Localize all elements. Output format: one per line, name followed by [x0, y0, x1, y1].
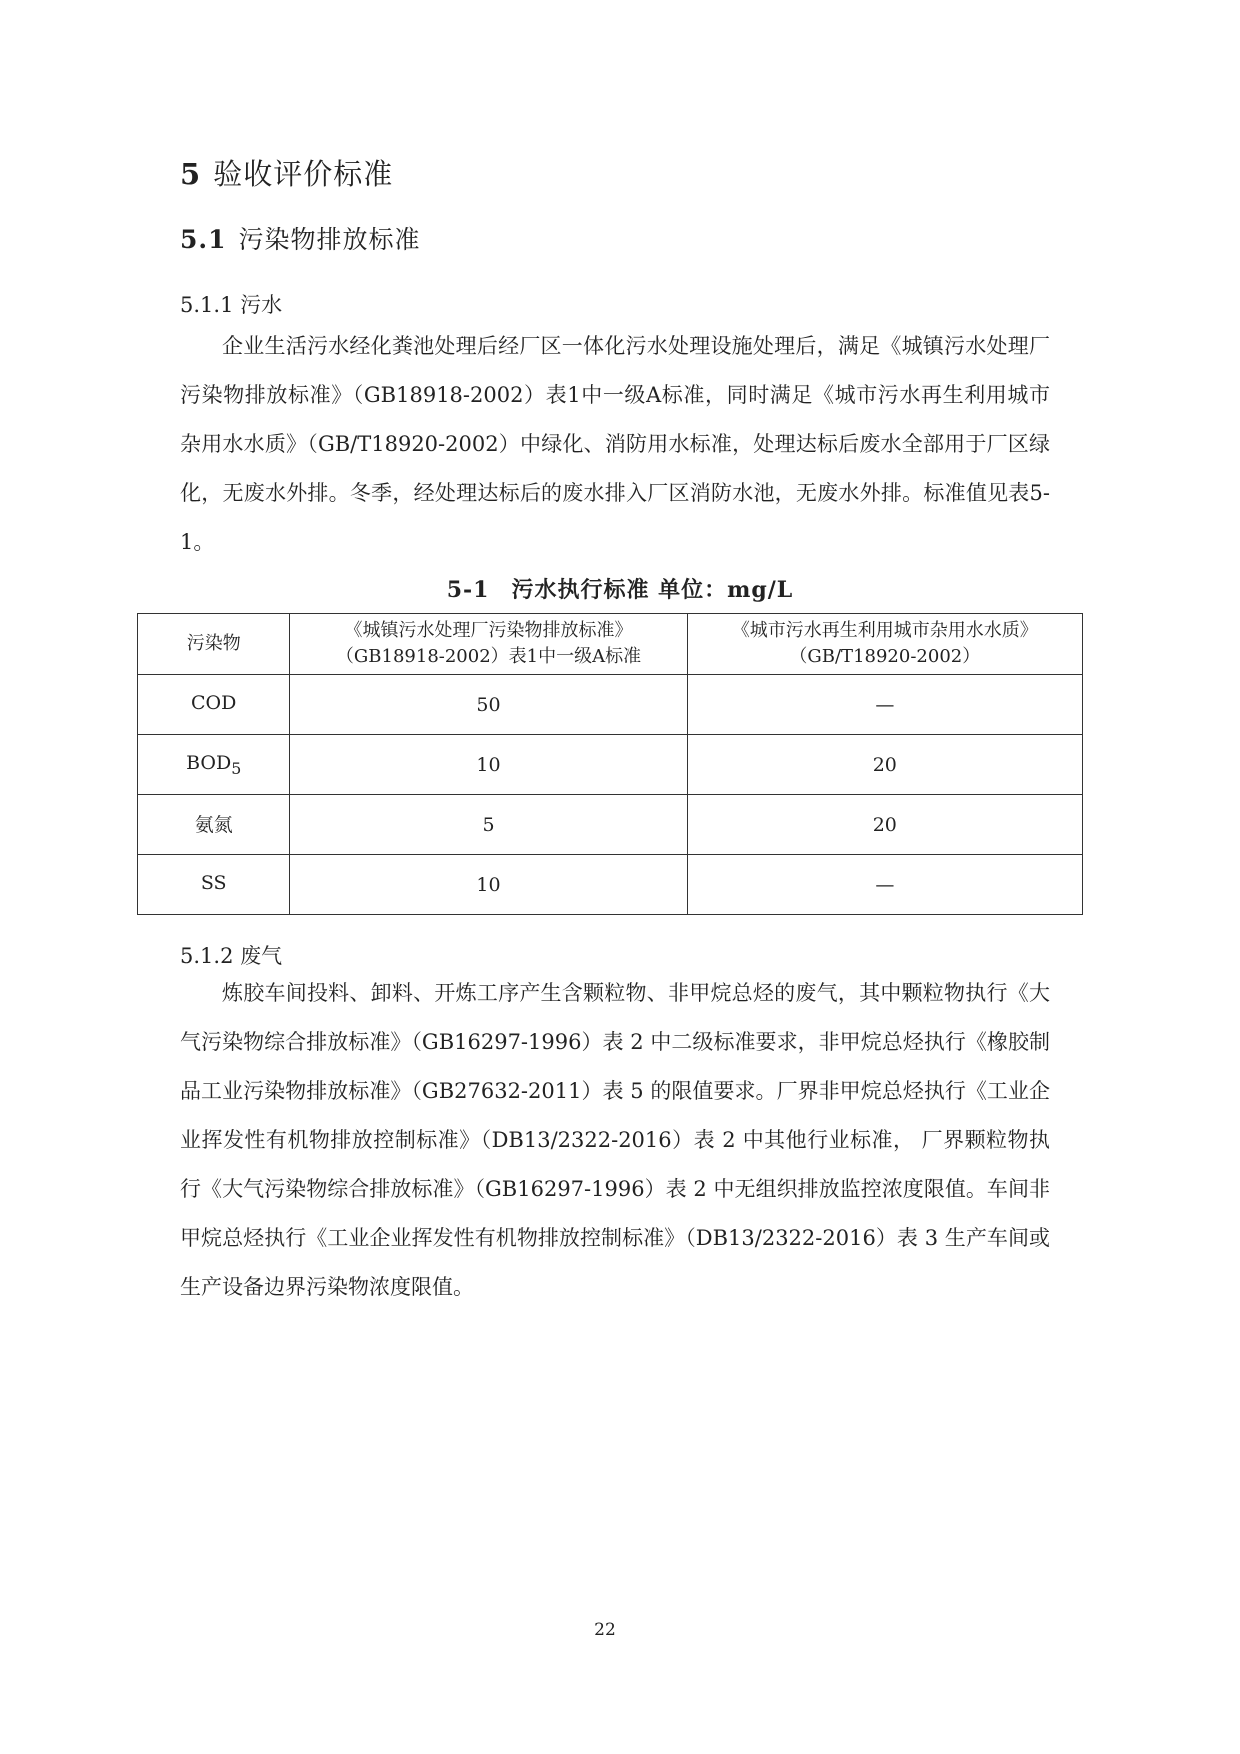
- cell-standard-1: 5: [290, 795, 687, 855]
- table-caption-number: 5-1: [446, 577, 490, 603]
- cell-pollutant: [138, 735, 290, 795]
- cell-pollutant: [138, 855, 290, 915]
- table-header-row: [138, 614, 1083, 675]
- pollutant-name: 氨氮: [194, 813, 233, 836]
- table-caption: [0, 573, 1240, 604]
- table-row: [138, 675, 1083, 735]
- table-row: [138, 795, 1083, 855]
- cell-pollutant: [138, 675, 290, 735]
- sewage-paragraph: 企业生活污水经化粪池处理后经厂区一体化污水处理设施处理后，满足《城镇污水处理厂污染物排放标准》（GB18918-2002）表1中一级A标准，同时满足《城市污水再生利用城市杂用水水质》（GB/T18920-2002）中绿化、消防用水标准，处理达标后废水全部用于厂区绿化，无废水外排。冬季，经处理达标后的废水排入厂区消防水池，无废水外排。标准值见表5-1。: [180, 334, 1050, 554]
- exhaust-heading: 5.1.2 废气: [180, 944, 283, 968]
- section-heading: [180, 152, 393, 193]
- table-row: [138, 735, 1083, 795]
- header-standard-2: [687, 614, 1082, 675]
- cell-standard-1: 10: [290, 855, 687, 915]
- cell-standard-2: —: [687, 855, 1082, 915]
- pollutant-name: COD: [191, 691, 237, 714]
- standards-table: [137, 613, 1083, 915]
- subsection-title: 污染物排放标准: [238, 225, 421, 254]
- cell-standard-2: 20: [687, 735, 1082, 795]
- table-row: [138, 855, 1083, 915]
- pollutant-subscript: 5: [231, 758, 242, 778]
- cell-standard-1: 50: [290, 675, 687, 735]
- exhaust-paragraph: 炼胶车间投料、卸料、开炼工序产生含颗粒物、非甲烷总烃的废气，其中颗粒物执行《大气污染物综合排放标准》（GB16297-1996）表 2 中二级标准要求，非甲烷总烃执行《橡胶制品工业污染物排放标准》（GB27632-2011）表 5 的限值要求。厂界非甲烷总烃执行《工业企业挥发性有机物排放控制标准》（DB13/2322-2016）表 2 中其他行业标准， 厂界颗粒物执行《大气污染物综合排放标准》（GB16297-1996）表 2 中无组织排放监控浓度限值。车间非甲烷总烃执行《工业企业挥发性有机物排放控制标准》（DB13/2322-2016）表 3 生产车间或生产设备边界污染物浓度限值。: [180, 981, 1050, 1299]
- pollutant-name: BOD: [186, 751, 232, 774]
- section-title: 验收评价标准: [213, 157, 394, 191]
- pollutant-name: SS: [200, 871, 227, 894]
- header-standard-2-line1: 《城市污水再生利用城市杂用水水质》: [731, 620, 1038, 641]
- cell-standard-2: 20: [687, 795, 1082, 855]
- header-pollutant: 污染物: [138, 614, 290, 675]
- table-caption-title: 污水执行标准 单位：mg/L: [511, 577, 794, 603]
- subsection-heading: [180, 220, 421, 256]
- header-standard-1-line1: 《城镇污水处理厂污染物排放标准》: [344, 620, 633, 641]
- page-number: 22: [594, 1620, 616, 1640]
- cell-standard-1: 10: [290, 735, 687, 795]
- cell-pollutant: [138, 795, 290, 855]
- header-standard-1-line2: （GB18918-2002）表1中一级A标准: [335, 646, 642, 667]
- subsection-number: 5.1: [180, 225, 227, 254]
- sewage-heading: 5.1.1 污水: [180, 293, 283, 317]
- header-standard-1: [290, 614, 687, 675]
- header-standard-2-line2: （GB/T18920-2002）: [789, 646, 981, 667]
- cell-standard-2: —: [687, 675, 1082, 735]
- section-number: 5: [180, 157, 202, 191]
